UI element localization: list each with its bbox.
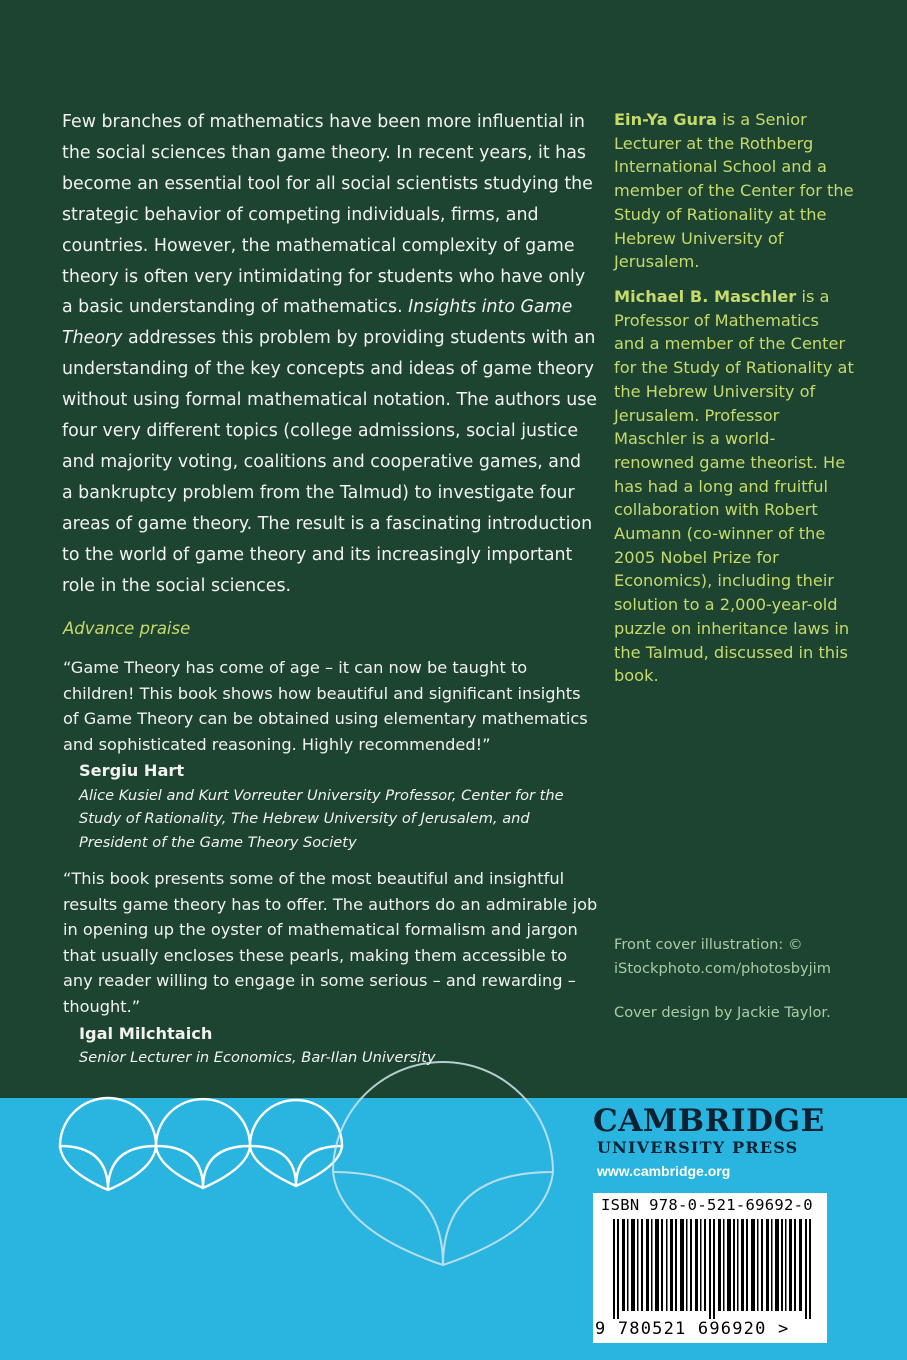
description-part-2: addresses this problem by providing students with an understanding of the key concepts and ideas of game theory without using formal mathematical notation. The authors use four very different topics (college admissions, social justice and majority voting, coalitions and cooperative games, and a bankruptcy problem from the Talmud) to investigate four areas of game theory. The result is a fascinating introduction to the world of game theory and its increasingly important role in the social sciences. bbox=[62, 328, 597, 596]
author-bio-gura bbox=[614, 108, 854, 274]
publisher-subname: UNIVERSITY PRESS bbox=[597, 1138, 799, 1157]
advance-praise-heading: Advance praise bbox=[63, 619, 191, 638]
publisher-logo bbox=[593, 1104, 893, 1179]
quote-text: “This book presents some of the most beautiful and insightful results game theory has to offer. The authors do an admirable job in opening up the oyster of mathematical formalism and jargon that usually encloses these pearls, making them accessible to any reader willing to engage in some serious – and rewarding – thought.” bbox=[63, 869, 598, 1016]
illustration-credit: Front cover illustration: © iStockphoto.com/photosbyjim bbox=[614, 936, 831, 977]
heart-motif-icon bbox=[0, 1050, 600, 1360]
book-description bbox=[62, 107, 597, 602]
publisher-url: www.cambridge.org bbox=[597, 1163, 731, 1179]
description-part-1: Few branches of mathematics have been more influential in the social sciences than game theory. In recent years, it has become an essential tool for all social scientists studying the strategic behavior of competing individuals, firms, and countries. However, the mathematical complexity of game theory is often very intimidating for students who have only a basic understanding of mathematics. bbox=[62, 112, 593, 318]
design-credit: Cover design by Jackie Taylor. bbox=[614, 1004, 831, 1021]
quote-author: Sergiu Hart bbox=[79, 761, 185, 781]
publisher-name: CAMBRIDGE bbox=[593, 1103, 825, 1139]
quote-affiliation: Senior Lecturer in Economics, Bar-Ilan University bbox=[79, 1049, 436, 1067]
quote-text: “Game Theory has come of age – it can now be taught to children! This book shows how beautiful and significant insights of Game Theory can be obtained using elementary mathematics and sophisticated reasoning. Highly recommended!” bbox=[63, 658, 588, 754]
author-name: Michael B. Maschler bbox=[614, 287, 797, 306]
barcode-icon bbox=[613, 1219, 813, 1319]
author-bio-maschler bbox=[614, 285, 854, 688]
book-title-italic: Insights into Game Theory bbox=[62, 297, 573, 349]
quote-affiliation: Alice Kusiel and Kurt Vorreuter University Professor, Center for the Study of Rationality, The Hebrew University of Jerusalem, and President of the Game Theory Society bbox=[79, 786, 564, 851]
isbn-label: ISBN 978-0-521-69692-0 bbox=[601, 1196, 813, 1214]
author-bio-text: is a Senior Lecturer at the Rothberg International School and a member of the Center for the Study of Rationality at the Hebrew University of Jerusalem. bbox=[614, 110, 854, 272]
barcode-digits: 9 780521 696920 > bbox=[595, 1319, 790, 1339]
author-name: Ein-Ya Gura bbox=[614, 110, 717, 129]
praise-quote-2 bbox=[63, 866, 598, 1070]
barcode-box bbox=[593, 1193, 827, 1343]
author-bio-text: is a Professor of Mathematics and a member of the Center for the Study of Rationality at the Hebrew University of Jerusalem. Professor Maschler is a world-renowned game theorist. He has had a long and fruitful collaboration with Robert Aumann (co-winner of the 2005 Nobel Prize for Economics), including their solution to a 2,000-year-old puzzle on inheritance laws in the Talmud, discussed in this book. bbox=[614, 287, 854, 686]
praise-quote-1 bbox=[63, 655, 598, 854]
quote-author: Igal Milchtaich bbox=[79, 1023, 213, 1043]
